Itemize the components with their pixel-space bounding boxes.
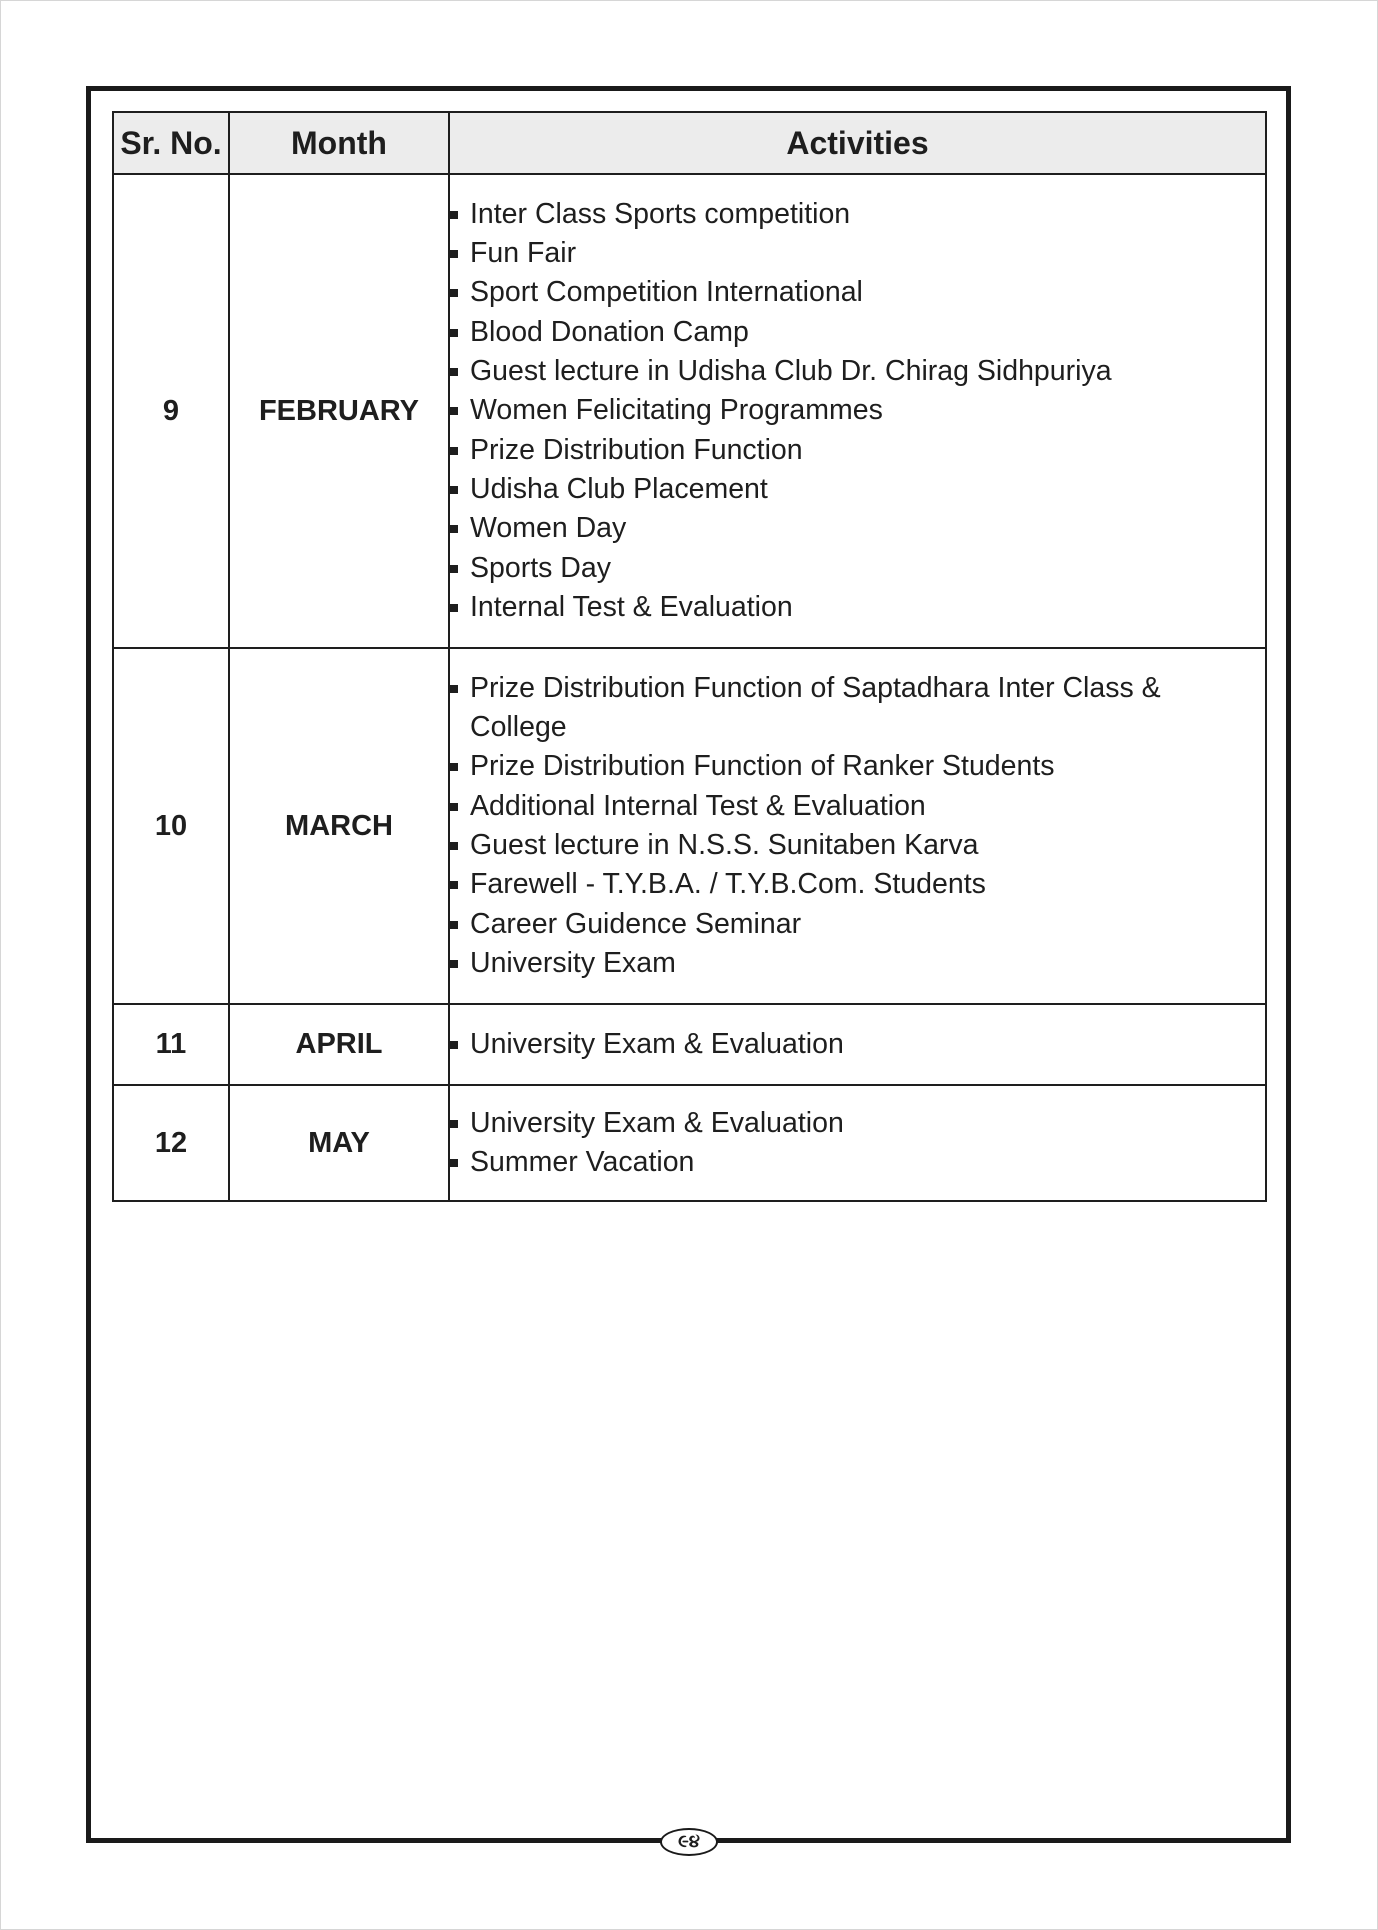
month-cell: MAY	[229, 1085, 449, 1201]
table-row	[113, 1004, 1266, 1085]
activity-list	[450, 669, 1265, 983]
table-row	[113, 648, 1266, 1004]
list-item: Sport Competition International	[450, 273, 1265, 312]
header-activities: Activities	[449, 112, 1266, 174]
list-item: Career Guidence Seminar	[450, 905, 1265, 944]
activity-schedule-table	[112, 111, 1267, 1202]
month-cell: MARCH	[229, 648, 449, 1004]
list-item: Summer Vacation	[450, 1143, 1265, 1182]
page-number: ૯૪	[660, 1828, 718, 1856]
list-item: Fun Fair	[450, 234, 1265, 273]
list-item: Women Day	[450, 509, 1265, 548]
table-row	[113, 1085, 1266, 1201]
list-item: Prize Distribution Function of Ranker Students	[450, 747, 1265, 786]
list-item: Guest lecture in Udisha Club Dr. Chirag Sidhpuriya	[450, 352, 1265, 391]
activities-cell	[449, 174, 1266, 648]
list-item: Prize Distribution Function	[450, 431, 1265, 470]
activities-cell	[449, 1085, 1266, 1201]
sr-no-cell: 9	[113, 174, 229, 648]
list-item: University Exam	[450, 944, 1265, 983]
table-row	[113, 174, 1266, 648]
sr-no-cell: 11	[113, 1004, 229, 1085]
activities-cell	[449, 648, 1266, 1004]
activity-list	[450, 1025, 1265, 1064]
month-cell: APRIL	[229, 1004, 449, 1085]
activity-list	[450, 195, 1265, 627]
list-item: University Exam & Evaluation	[450, 1025, 1265, 1064]
activity-list	[450, 1104, 1265, 1183]
sr-no-cell: 12	[113, 1085, 229, 1201]
list-item: Sports Day	[450, 549, 1265, 588]
list-item: Inter Class Sports competition	[450, 195, 1265, 234]
list-item: Internal Test & Evaluation	[450, 588, 1265, 627]
header-month: Month	[229, 112, 449, 174]
list-item: Udisha Club Placement	[450, 470, 1265, 509]
list-item: Additional Internal Test & Evaluation	[450, 787, 1265, 826]
list-item: Women Felicitating Programmes	[450, 391, 1265, 430]
list-item: Prize Distribution Function of Saptadhara Inter Class & College	[450, 669, 1265, 748]
sr-no-cell: 10	[113, 648, 229, 1004]
list-item: University Exam & Evaluation	[450, 1104, 1265, 1143]
list-item: Blood Donation Camp	[450, 313, 1265, 352]
header-sr-no: Sr. No.	[113, 112, 229, 174]
list-item: Guest lecture in N.S.S. Sunitaben Karva	[450, 826, 1265, 865]
month-cell: FEBRUARY	[229, 174, 449, 648]
activities-cell	[449, 1004, 1266, 1085]
list-item: Farewell - T.Y.B.A. / T.Y.B.Com. Students	[450, 865, 1265, 904]
table-header-row	[113, 112, 1266, 174]
